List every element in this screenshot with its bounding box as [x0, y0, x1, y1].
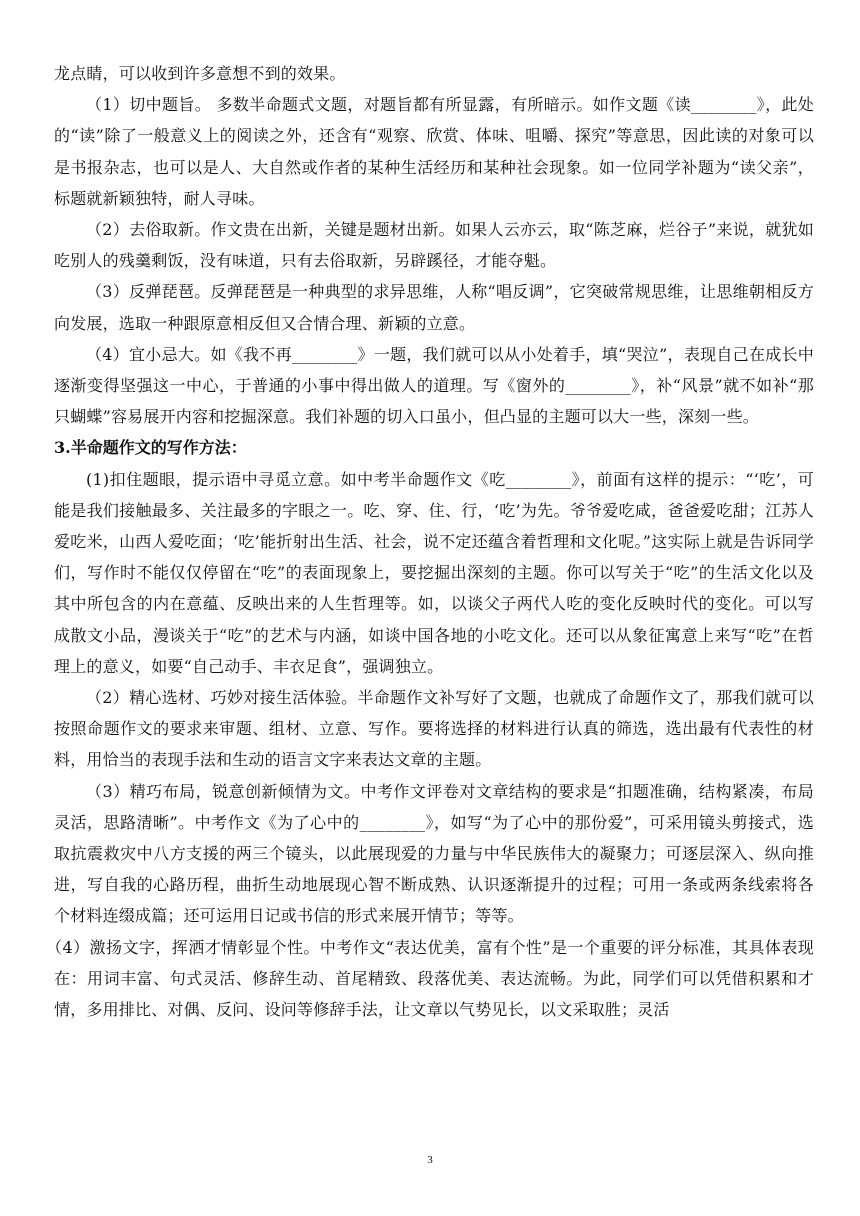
paragraph-method-3: （3）精巧布局，锐意创新倾情为文。中考作文评卷对文章结构的要求是“扣题准确，结构紧凑，布局灵活，思路清晰”。中考作文《为了心中的________》，如写“为了心中的那份爱”，可采用镜头剪接式，选取抗震救灾中八方支援的两三个镜头，以此展现爱的力量与中华民族伟大的凝聚力；可逐层深入、纵向推进，写自我的心路历程，曲折生动地展现心智不断成熟、认识逐渐提升的过程；可用一条或两条线索将各个材料连缀成篇；还可运用日记或书信的形式来展开情节；等等。 [54, 781, 814, 926]
section-heading: 3.半命题作文的写作方法： [54, 438, 247, 458]
paragraph-point-2: （2）去俗取新。作文贵在出新，关键是题材出新。如果人云亦云，取“陈芝麻，烂谷子”来说，就犹如吃别人的残羹剩饭，没有味道，只有去俗取新，另辟蹊径，才能夺魁。 [54, 220, 814, 271]
paragraph-method-2: （2）精心选材、巧妙对接生活体验。半命题作文补写好了文题，也就成了命题作文了，那我们就可以按照命题作文的要求来审题、组材、立意、写作。要将选择的材料进行认真的筛选，选出最有代表性的材料，用恰当的表现手法和生动的语言文字来表达文章的主题。 [54, 688, 814, 770]
page-number: 3 [427, 1154, 433, 1166]
paragraph-method-4: （4）激扬文字，挥洒才情彰显个性。中考作文“表达优美，富有个性”是一个重要的评分标准，其具体表现在：用词丰富、句式灵活、修辞生动、首尾精致、段落优美、表达流畅。为此，同学们可以凭借积累和才情，多用排比、对偶、反问、设问等修辞手法，让文章以气势见长，以文采取胜；灵活 [46, 937, 814, 1020]
paragraph-point-1: （1）切中题旨。 多数半命题式文题，对题旨都有所显露，有所暗示。如作文题《读________》，此处的“读”除了一般意义上的阅读之外，还含有“观察、欣赏、体味、咀嚼、探究”等意思，因此读的对象可以是书报杂志，也可以是人、大自然或作者的某种生活经历和某种社会现象。如一位同学补题为“读父亲”，标题就新颖独特，耐人寻味。 [54, 95, 814, 208]
paragraph-continued: 龙点睛，可以收到许多意想不到的效果。 [54, 64, 346, 83]
paragraph-point-3: （3）反弹琵琶。反弹琵琶是一种典型的求异思维，人称“唱反调”，它突破常规思维，让思维朝相反方向发展，选取一种跟原意相反但又合情合理、新颖的立意。 [54, 282, 814, 333]
paragraph-method-1: (1)扣住题眼，提示语中寻觅立意。如中考半命题作文《吃________》，前面有这样的提示：“‘吃’，可能是我们接触最多、关注最多的字眼之一。吃、穿、住、行，‘吃’为先。爷爷爱吃咸，爸爸爱吃甜；江苏人爱吃米，山西人爱吃面；‘吃’能折射出生活、社会，说不定还蕴含着哲理和文化呢。”这实际上就是告诉同学们，写作时不能仅仅停留在“吃”的表面现象上，要挖掘出深刻的主题。你可以写关于“吃”的生活文化以及其中所包含的内在意蕴、反映出来的人生哲理等。如，以谈父子两代人吃的变化反映时代的变化。可以写成散文小品，漫谈关于“吃”的艺术与内涵，如谈中国各地的小吃文化。还可以从象征寓意上来写“吃”在哲理上的意义，如要“自己动手、丰衣足食”，强调独立。 [54, 469, 814, 676]
paragraph-point-4: （4）宜小忌大。如《我不再________》一题，我们就可以从小处着手，填“哭泣”，表现自己在成长中逐渐变得坚强这一中心，于普通的小事中得出做人的道理。写《窗外的________》，补“风景”就不如补“那只蝴蝶”容易展开内容和挖掘深意。我们补题的切入口虽小，但凸显的主题可以大一些，深刻一些。 [54, 344, 814, 427]
document-page [46, 58, 814, 1025]
